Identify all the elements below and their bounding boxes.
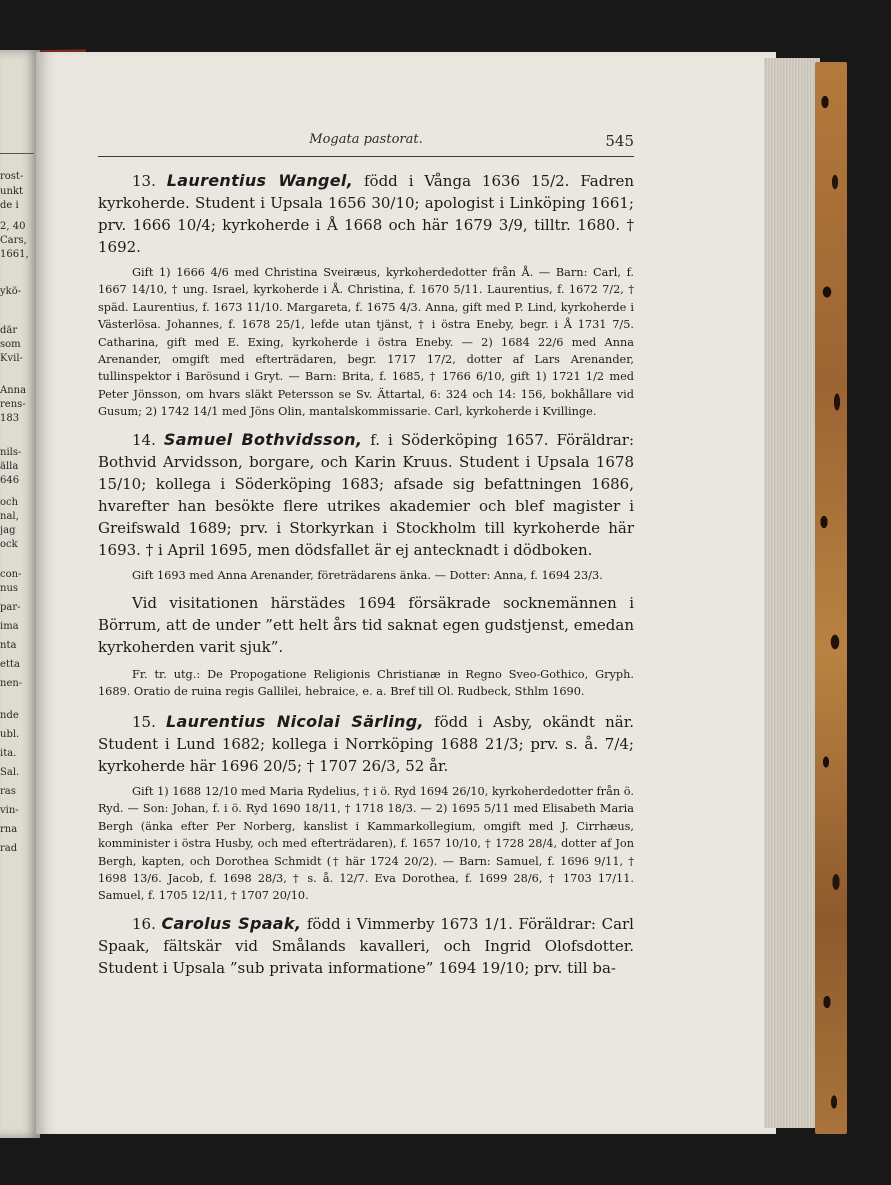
left-page-fragment: 183 — [0, 413, 20, 424]
entry-name: Samuel Bothvidsson, — [163, 429, 363, 449]
entry-number: 14. — [132, 430, 156, 449]
left-page-fragment: 2, 40 — [0, 221, 26, 232]
left-page-fragment: de i — [0, 200, 19, 211]
left-page-fragment: älla — [0, 461, 19, 472]
left-page-edge — [0, 50, 40, 1138]
left-page-fragment: Anna — [0, 385, 27, 396]
entry-15 — [98, 711, 634, 777]
left-page-fragment: Sal. — [0, 767, 20, 778]
left-page-fragment: rna — [0, 824, 18, 835]
left-page-fragment: nal, — [0, 511, 19, 522]
left-page-fragment: vin- — [0, 805, 19, 816]
left-page-fragment: rost- — [0, 171, 24, 182]
left-page-fragment: ima — [0, 621, 19, 632]
left-page-fragment: con- — [0, 569, 22, 580]
entry-text: född i Asby, okändt när. Student i Lund 1682; kollega i Norrköping 1688 21/3; prv. s. å. 7/4; kyrkoherde här 1696 20/5; † 1707 26/3, 52 år. — [98, 712, 634, 775]
left-page-fragment: rad — [0, 843, 18, 854]
left-page-fragment: ykö- — [0, 286, 22, 297]
running-header — [98, 130, 634, 157]
entry-text: född i Vimmerby 1673 1/1. Föräldrar: Carl Spaak, fältskär vid Smålands kavalleri, och Ingrid Olofsdotter. Student i Upsala ”sub privata informatione” 1694 19/10; prv. till ba- — [98, 914, 634, 977]
entry-number: 16. — [132, 914, 156, 933]
left-page-fragment: och — [0, 497, 19, 508]
entry-number: 15. — [132, 712, 156, 731]
page-body — [98, 170, 634, 979]
left-page-rule — [0, 153, 34, 154]
left-page-fragment: ita. — [0, 748, 17, 759]
left-page-fragment: som — [0, 339, 21, 350]
left-page-fragment: unkt — [0, 186, 23, 197]
left-page-fragment: ock — [0, 539, 18, 550]
left-page-fragment: 646 — [0, 475, 20, 486]
left-page-fragment: etta — [0, 659, 20, 670]
entry-text: f. i Söderköping 1657. Föräldrar: Bothvid Arvidsson, borgare, och Karin Kruus. Student i Upsala 1678 15/10; kollega i Söderköping 1683; afsade sig befattningen 1686, hvarefter han besökte flere utrikes akademier och blef magister i Greifswald 1689; prv. i Storkyrkan i Stockholm till kyrkoherde här 1693. † i April 1695, men dödsfallet är ej antecknadt i dödboken. — [98, 430, 634, 559]
entry-13 — [98, 170, 634, 258]
running-title: Mogata pastorat. — [309, 132, 423, 147]
entry-15-details: Gift 1) 1688 12/10 med Maria Rydelius, † i ö. Ryd 1694 26/10, kyrkoherdedotter från ö. Ryd. — Son: Johan, f. i ö. Ryd 1690 18/11, † 1718 18/3. — 2) 1695 5/11 med Elisabeth Maria Bergh (änka efter Per Norberg, kanslist i Kammarkollegium, omgift med J. Cirrhæus, komminister i östra Husby, och med efterträdaren), f. 1657 10/10, † 1728 28/4, dotter af Jon Bergh, kapten, och Dorothea Schmidt († här 1724 20/2). — Barn: Samuel, f. 1696 9/11, † 1698 13/6. Jacob, f. 1698 28/3, † s. å. 12/7. Eva Dorothea, f. 1699 28/6, † 1703 17/11. Samuel, f. 1705 12/11, † 1707 20/10. — [98, 784, 634, 903]
left-page-fragment: ras — [0, 786, 16, 797]
left-page-fragment: nen- — [0, 678, 23, 689]
entry-number: 13. — [132, 172, 156, 190]
page-block-edges — [764, 58, 820, 1128]
left-page-fragment: 1661, — [0, 249, 29, 260]
left-page-fragment: rens- — [0, 399, 26, 410]
entry-name: Laurentius Nicolai Särling, — [166, 711, 424, 731]
entry-14 — [98, 429, 634, 561]
entry-text: född i Vånga 1636 15/2. Fadren kyrkoherde. Student i Upsala 1656 30/10; apologist i Linköping 1661; prv. 1666 10/4; kyrkoherde i Å 1668 och här 1679 3/9, tilltr. 1680. † 1692. — [98, 172, 634, 256]
left-page-fragment: nta — [0, 640, 17, 651]
entry-16 — [98, 913, 634, 979]
left-page-fragment: jag — [0, 525, 16, 536]
left-page-fragment: par- — [0, 602, 21, 613]
entry-name: Laurentius Wangel, — [166, 171, 354, 190]
page-number: 545 — [605, 132, 634, 150]
left-page-fragment: nde — [0, 710, 19, 721]
left-page-fragment: Cars, — [0, 235, 27, 246]
left-page-fragment: Kvil- — [0, 353, 23, 364]
entry-14-reference: Fr. tr. utg.: De Propogatione Religionis Christianæ in Regno Sveo-Gothico, Gryph. 1689. Oratio de ruina regis Gallilei, hebraice, e. a. Bref till Ol. Rudbeck, Sthlm 1690. — [98, 668, 634, 699]
entry-14-details: Gift 1693 med Anna Arenander, företrädarens änka. — Dotter: Anna, f. 1694 23/3. — [132, 568, 603, 582]
entry-14-paragraph: Vid visitationen härstädes 1694 försäkrade socknemännen i Börrum, att de under ”ett helt års tid saknat egen gudstjenst, emedan kyrkoherden varit sjuk”. — [98, 594, 634, 657]
left-page-fragment: ubl. — [0, 729, 20, 740]
entry-name: Carolus Spaak, — [161, 913, 302, 933]
left-page-fragment: nils- — [0, 447, 22, 458]
marbled-cover-edge — [815, 62, 847, 1134]
left-page-fragment: där — [0, 325, 18, 336]
left-page-fragment: nus — [0, 583, 19, 594]
entry-13-details: Gift 1) 1666 4/6 med Christina Sveiræus, kyrkoherdedotter från Å. — Barn: Carl, f. 1667 14/10, † ung. Israel, kyrkoherde i Å. Christina, f. 1670 5/11. Laurentius, f. 1672 7/2, † späd. Laurentius, f. 1673 11/10. Margareta, f. 1675 4/3. Anna, gift med P. Lind, kyrkoherde i Västerlösa. Johannes, f. 1678 25/1, lefde utan tjänst, † i östra Eneby, begr. i Å 1731 7/5. Catharina, gift med E. Exing, kyrkoherde i östra Eneby. — 2) 1684 22/6 med Anna Arenander, omgift med efterträdaren, begr. 1717 17/2, dotter af Lars Arenander, tullinspektor i Barösund i Gryt. — Barn: Brita, f. 1685, † 1766 6/10, gift 1) 1721 1/2 med Peter Jönsson, om hvars släkt Petersson se Sv. Ättartal, 6: 324 och 14: 156, bokhållare vid Gusum; 2) 1742 14/1 med Jöns Olin, mantalskommissarie. Carl, kyrkoherde i Kvillinge. — [98, 266, 634, 419]
